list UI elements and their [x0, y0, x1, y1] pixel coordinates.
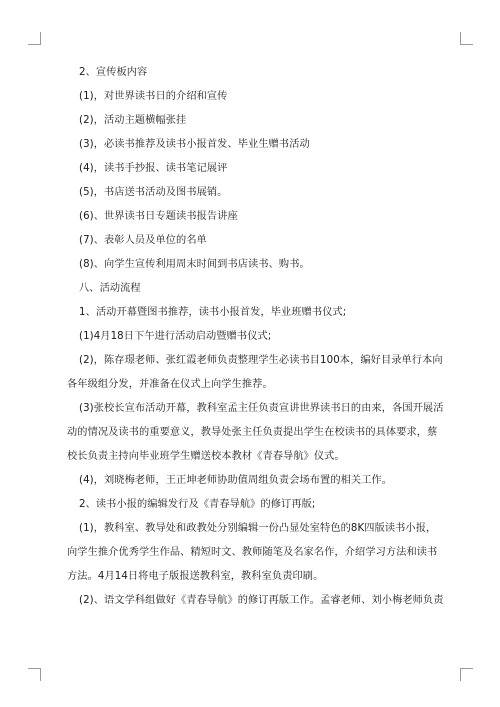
paragraph-section-8-heading: 八、活动流程 — [79, 283, 141, 294]
paragraph-flow-2-item-2: (2)、语文学科组做好《青春导航》的修订再版工作。孟睿老师、刘小梅老师负责 — [79, 595, 444, 606]
paragraph-flow-1-item-3: (3)张校长宣布活动开幕，教科室孟主任负责宣讲世界读书日的由来，各国开展活动的情况及读书的重要意义，教导处张主任负责提出学生在校读书的具体要求，蔡校长负责主持向毕业班学生赠送校本教材《青春导航》仪式。 — [67, 403, 444, 462]
paragraph-flow-1-item-1: (1)4月18日下午进行活动启动暨赠书仪式; — [79, 331, 272, 342]
crop-mark-top-right — [460, 32, 473, 45]
paragraph-item-1: (1)，对世界读书日的介绍和宣传 — [79, 91, 228, 102]
paragraph-item-8: (8)、向学生宣传利用周末时间到书店读书、购书。 — [79, 259, 310, 270]
paragraph-section-2-heading: 2、宣传板内容 — [79, 67, 148, 78]
paragraph-flow-2-heading: 2、读书小报的编辑发行及《青春导航》的修订再版; — [79, 499, 316, 510]
document-body — [67, 61, 445, 613]
paragraph-item-3: (3)，必读书推荐及读书小报首发、毕业生赠书活动 — [79, 139, 310, 150]
paragraph-flow-1-heading: 1、活动开幕暨图书推荐，读书小报首发，毕业班赠书仪式; — [79, 307, 347, 318]
paragraph-item-4: (4)，读书手抄报、读书笔记展评 — [79, 163, 228, 174]
paragraph-flow-2-item-1: (1)，教科室、教导处和政教处分别编辑一份凸显处室特色的8K四版读书小报，向学生推介优秀学生作品、精短时文、教师随笔及名家名作，介绍学习方法和读书方法。4月14日将电子版报送教科室，教科室负责印刷。 — [67, 523, 438, 582]
paragraph-item-2: (2)，活动主题横幅张挂 — [79, 115, 187, 126]
paragraph-item-7: (7)、表彰人员及单位的名单 — [79, 235, 207, 246]
paragraph-flow-1-item-2: (2)，陈存璟老师、张红霞老师负责整理学生必读书目100本，编好目录单行本向各年级组分发，并准备在仪式上向学生推荐。 — [67, 355, 443, 390]
crop-mark-bottom-right — [460, 668, 473, 681]
paragraph-item-5: (5)，书店送书活动及图书展销。 — [79, 187, 228, 198]
crop-mark-bottom-left — [28, 668, 41, 681]
crop-mark-top-left — [28, 32, 41, 45]
paragraph-item-6: (6)、世界读书日专题读书报告讲座 — [79, 211, 238, 222]
paragraph-flow-1-item-4: (4)，刘晓梅老师，王正坤老师协助值周组负责会场布置的相关工作。 — [79, 475, 393, 486]
